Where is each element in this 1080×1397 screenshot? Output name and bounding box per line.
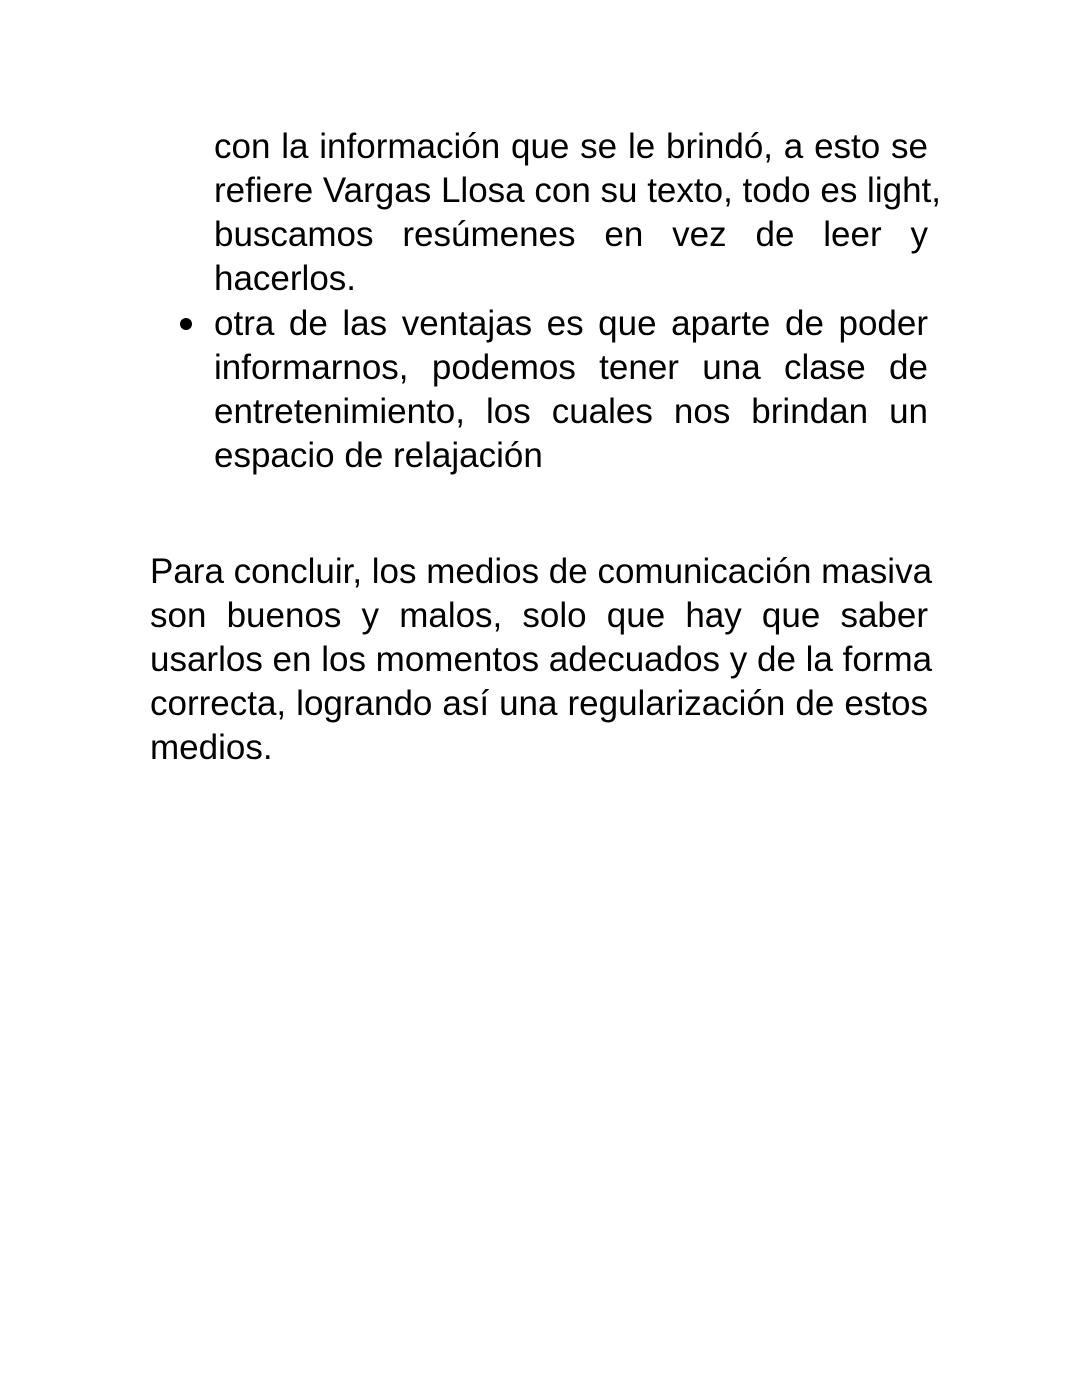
text-line: entretenimiento, los cuales nos brindan un (214, 392, 928, 431)
bullet-icon (180, 318, 192, 330)
bullet-item (214, 302, 928, 478)
text-line: medios. (150, 728, 273, 767)
text-line: Para concluir, los medios de comunicación masiva (150, 552, 933, 591)
text-line: otra de las ventajas es que aparte de poder (214, 304, 928, 343)
text-line: usarlos en los momentos adecuados y de la forma (150, 640, 933, 679)
conclusion-paragraph (150, 550, 933, 770)
text-line: hacerlos. (214, 259, 357, 298)
text-line: refiere Vargas Llosa con su texto, todo es light, (214, 171, 941, 210)
text-line: espacio de relajación (214, 436, 543, 475)
text-line: buscamos resúmenes en vez de leer y (214, 215, 928, 254)
bullet-continuation (214, 125, 941, 301)
text-line: con la información que se le brindó, a esto se (214, 127, 928, 166)
text-line: informarnos, podemos tener una clase de (214, 348, 928, 387)
text-line: son buenos y malos, solo que hay que saber (150, 596, 928, 635)
text-line: correcta, logrando así una regularización de estos (150, 684, 928, 723)
